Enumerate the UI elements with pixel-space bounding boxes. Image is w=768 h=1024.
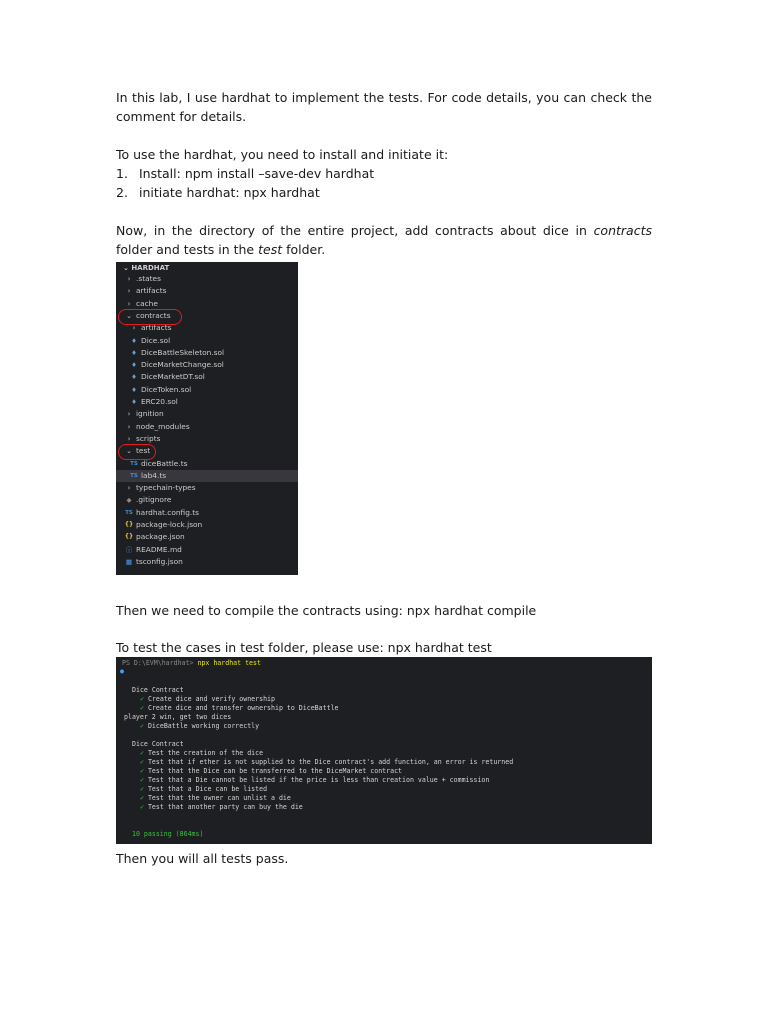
terminal-screenshot [116, 657, 652, 844]
explorer-item[interactable] [116, 556, 298, 568]
install-intro-paragraph: To use the hardhat, you need to install and initiate it: [116, 147, 449, 162]
list-text: Install: npm install –save-dev hardhat [139, 166, 375, 181]
log-line: player 2 win, get two dices [124, 713, 232, 721]
explorer-item-label: artifacts [141, 323, 172, 333]
explorer-item[interactable] [116, 359, 298, 371]
chevron-right-icon: › [127, 422, 131, 431]
annotation-circle-contracts [118, 309, 182, 325]
chevron-right-icon: › [127, 410, 131, 419]
terminal-dot-icon: ● [120, 667, 124, 675]
passing-summary: 10 passing (864ms) [132, 830, 204, 838]
test-result: ✓ Test that another party can buy the die [140, 803, 303, 811]
solidity-file-icon: ♦ [131, 385, 137, 394]
explorer-item[interactable] [116, 384, 298, 396]
explorer-item[interactable] [116, 396, 298, 408]
terminal-prompt-line [122, 659, 261, 668]
explorer-item[interactable] [116, 507, 298, 519]
test-result: ✓ DiceBattle working correctly [140, 722, 260, 730]
explorer-item[interactable] [116, 285, 298, 297]
explorer-item-label: node_modules [136, 421, 190, 431]
directory-em-test: test [258, 242, 283, 257]
explorer-item[interactable] [116, 519, 298, 531]
json-file-icon: {} [124, 533, 134, 541]
terminal-command: npx hardhat test [197, 659, 261, 667]
list-number: 1. [116, 166, 128, 181]
explorer-item-label: ignition [136, 409, 164, 419]
explorer-item-label: contracts [136, 310, 171, 320]
check-icon: ✓ [140, 776, 144, 784]
test-result: ✓ Test that a Die cannot be listed if the price is less than creation value + commission [140, 776, 490, 784]
explorer-item-label: test [136, 446, 151, 456]
test-result: ✓ Create dice and transfer ownership to DiceBattle [140, 704, 339, 712]
explorer-item[interactable] [116, 371, 298, 383]
explorer-item-label: .gitignore [136, 495, 172, 505]
explorer-header [123, 264, 169, 272]
intro-paragraph: In this lab, I use hardhat to implement the tests. For code details, you can check the comment for details. [116, 90, 652, 124]
chevron-right-icon: › [127, 434, 131, 443]
suite-title: Dice Contract [132, 686, 184, 694]
directory-em-contracts: contracts [593, 223, 652, 238]
typescript-file-icon: TS [125, 509, 133, 516]
typescript-file-icon: TS [130, 460, 138, 467]
solidity-file-icon: ♦ [131, 348, 137, 357]
explorer-item[interactable] [116, 298, 298, 310]
check-icon: ✓ [140, 785, 144, 793]
solidity-file-icon: ♦ [131, 373, 137, 382]
explorer-item-label: ERC20.sol [141, 397, 178, 406]
info-icon: ⓘ [125, 545, 133, 554]
json-file-icon: {} [124, 521, 134, 528]
explorer-item-label: artifacts [136, 286, 167, 296]
typescript-file-icon: TS [130, 472, 138, 479]
directory-text-3: folder. [282, 242, 326, 257]
explorer-item[interactable] [116, 531, 298, 543]
explorer-item[interactable] [116, 347, 298, 359]
test-result: ✓ Test that the owner can unlist a die [140, 794, 291, 802]
chevron-right-icon: › [127, 287, 131, 296]
check-icon: ✓ [140, 749, 144, 757]
explorer-item[interactable] [116, 408, 298, 420]
explorer-item-label: DiceToken.sol [141, 384, 192, 394]
chevron-right-icon: › [127, 275, 131, 283]
file-explorer-screenshot [116, 262, 298, 575]
test-result: ✓ Test the creation of the dice [140, 749, 264, 757]
check-icon: ✓ [140, 767, 144, 775]
test-result: ✓ Test that the Dice can be transferred to the DiceMarket contract [140, 767, 403, 775]
chevron-right-icon: › [127, 484, 131, 493]
explorer-item-label: diceBattle.ts [141, 458, 188, 468]
explorer-item-label: package-lock.json [136, 520, 203, 529]
compile-paragraph: Then we need to compile the contracts using: npx hardhat compile [116, 603, 537, 618]
explorer-item-label: typechain-types [136, 483, 196, 493]
explorer-item-label: tsconfig.json [136, 556, 183, 566]
explorer-title: HARDHAT [131, 264, 170, 272]
suite-title: Dice Contract [132, 740, 184, 748]
list-item-2 [116, 183, 320, 202]
explorer-item-label: Dice.sol [141, 335, 171, 345]
explorer-item-label: DiceBattleSkeleton.sol [141, 347, 225, 357]
explorer-item-label: README.md [136, 544, 182, 554]
directory-text-1: Now, in the directory of the entire project, add contracts about dice in [116, 223, 594, 238]
test-result: ✓ Create dice and verify ownership [140, 695, 275, 703]
list-text: initiate hardhat: npx hardhat [139, 185, 320, 200]
test-intro-paragraph: To test the cases in test folder, please use: npx hardhat test [116, 640, 492, 655]
solidity-file-icon: ♦ [131, 398, 137, 406]
config-file-icon: ▦ [125, 557, 133, 566]
check-icon: ✓ [140, 758, 144, 766]
list-number: 2. [116, 185, 128, 200]
outro-paragraph: Then you will all tests pass. [116, 851, 289, 866]
directory-paragraph [116, 221, 652, 259]
check-icon: ✓ [140, 803, 144, 811]
chevron-down-icon: ⌄ [123, 264, 132, 272]
git-file-icon: ◆ [126, 496, 132, 505]
check-icon: ✓ [140, 695, 144, 703]
explorer-item-label: DiceMarketDT.sol [141, 372, 205, 382]
check-icon: ✓ [140, 722, 144, 730]
explorer-item[interactable] [116, 494, 298, 506]
solidity-file-icon: ♦ [131, 336, 137, 345]
check-icon: ✓ [140, 794, 144, 802]
explorer-item[interactable] [116, 335, 298, 347]
explorer-item[interactable] [116, 273, 298, 285]
test-result: ✓ Test that a Dice can be listed [140, 785, 268, 793]
solidity-file-icon: ♦ [131, 361, 137, 370]
explorer-item-label: .states [136, 274, 161, 283]
explorer-item[interactable] [116, 482, 298, 494]
list-item-1 [116, 164, 374, 183]
test-result: ✓ Test that if ether is not supplied to the Dice contract's add function, an error is returned [140, 758, 514, 766]
explorer-item-label: scripts [136, 433, 161, 443]
chevron-down-icon: ⌄ [126, 311, 132, 320]
explorer-item-label: cache [136, 298, 158, 308]
explorer-item-label: DiceMarketChange.sol [141, 360, 224, 370]
explorer-item[interactable] [116, 544, 298, 556]
annotation-circle-test [118, 444, 156, 460]
chevron-right-icon: › [127, 299, 131, 308]
chevron-right-icon: › [132, 324, 136, 333]
check-icon: ✓ [140, 704, 144, 712]
terminal-prompt: PS D:\EVM\hardhat> [122, 659, 198, 667]
explorer-item[interactable] [116, 421, 298, 433]
explorer-item-label: package.json [136, 532, 185, 542]
directory-text-2: folder and tests in the [116, 242, 259, 257]
explorer-item-label: lab4.ts [141, 470, 167, 480]
explorer-item[interactable] [116, 470, 298, 482]
explorer-item-label: hardhat.config.ts [136, 507, 199, 517]
chevron-down-icon: ⌄ [126, 447, 132, 456]
